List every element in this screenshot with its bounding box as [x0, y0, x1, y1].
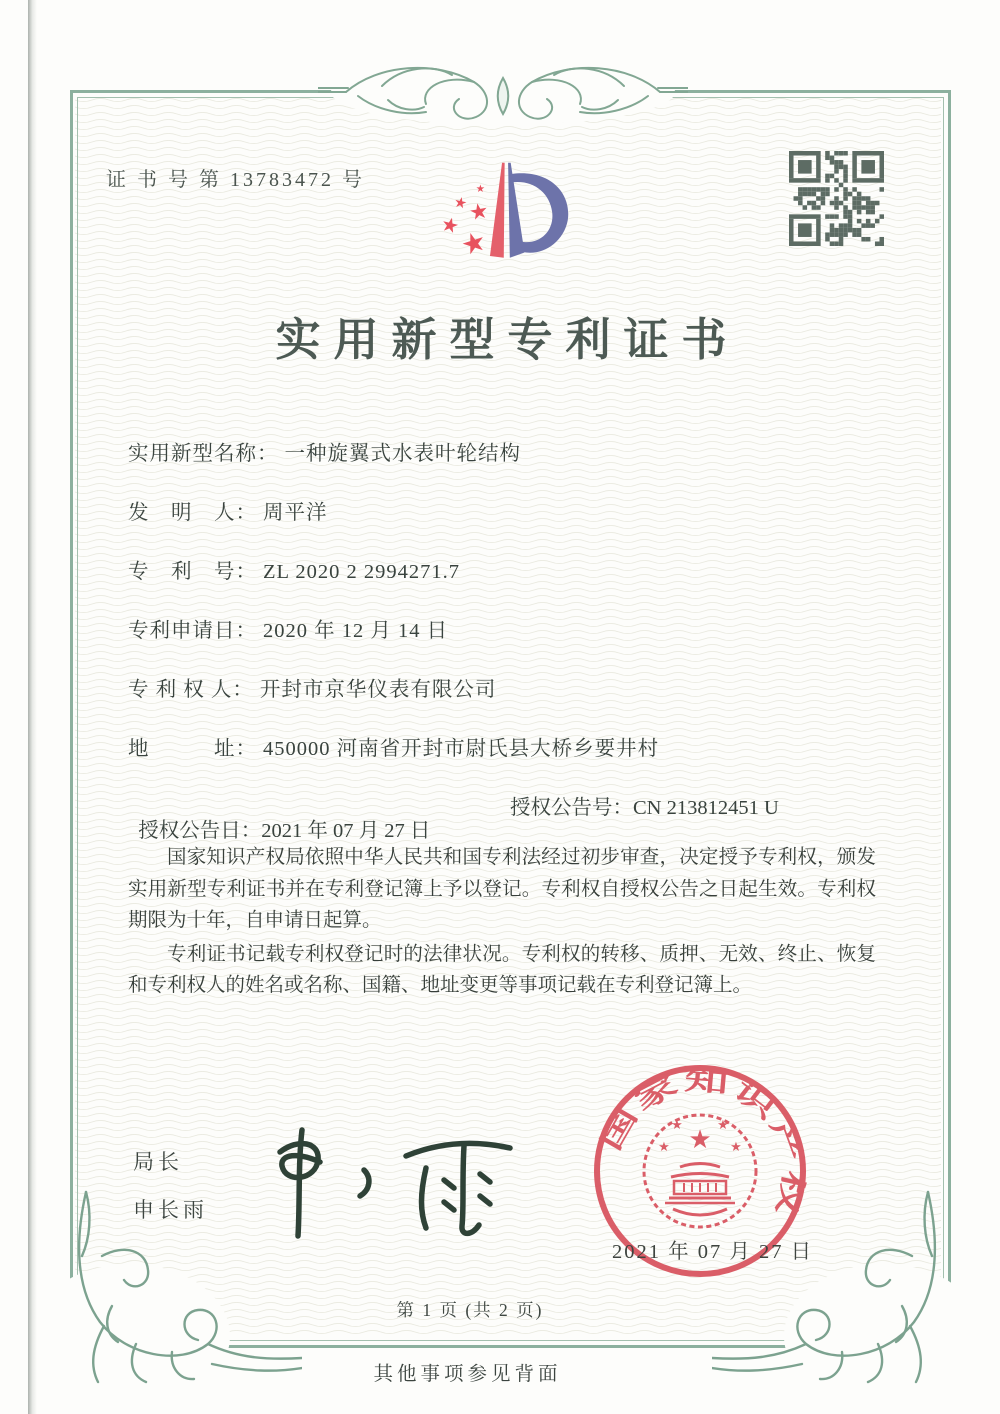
grant-date: 授权公告日：2021 年 07 月 27 日 [138, 820, 431, 842]
svg-text:★: ★ [730, 1140, 742, 1155]
grant-number: 授权公告号：CN 213812451 U [510, 797, 779, 819]
svg-text:★: ★ [456, 223, 491, 263]
svg-text:★: ★ [658, 1140, 670, 1155]
field-patent-number: 专 利 号： ZL 2020 2 2994271.7 [128, 561, 461, 583]
seal-arc-text: 国家知识产权局 [595, 1064, 810, 1203]
field-patentee: 专 利 权 人： 开封市京华仪表有限公司 [128, 679, 497, 701]
signer-name: 申长雨 [133, 1198, 208, 1222]
svg-text:★: ★ [475, 183, 486, 196]
field-filing-date: 专利申请日： 2020 年 12 月 14 日 [128, 620, 449, 642]
svg-text:★: ★ [452, 193, 469, 213]
svg-text:★: ★ [717, 1118, 729, 1133]
legal-text [128, 842, 876, 1004]
field-utility-model-name: 实用新型名称： 一种旋翼式水表叶轮结构 [128, 443, 521, 465]
certificate-title: 实用新型专利证书 [275, 315, 740, 365]
svg-text:★: ★ [671, 1118, 683, 1133]
legal-paragraph-2: 专利证书记载专利权登记时的法律状况。专利权的转移、质押、无效、终止、恢复和专利权人的姓名或名称、国籍、地址变更等事项记载在专利登记簿上。 [128, 943, 876, 996]
field-inventor: 发 明 人： 周平洋 [128, 502, 328, 524]
svg-text:★: ★ [438, 211, 462, 239]
scan-page-edge-shadow [28, 0, 37, 1414]
field-address: 地 址： 450000 河南省开封市尉氏县大桥乡要井村 [128, 738, 660, 760]
back-side-note: 其他事项参见背面 [373, 1364, 562, 1385]
certificate-number: 证 书 号 第 13783472 号 [106, 169, 365, 191]
qr-code [789, 151, 884, 246]
svg-text:★: ★ [467, 198, 491, 227]
cnipa-logo [420, 138, 610, 298]
svg-text:★: ★ [688, 1125, 712, 1155]
legal-paragraph-1: 国家知识产权局依照中华人民共和国专利法经过初步审查，决定授予专利权，颁发实用新型专利证书并在专利登记簿上予以登记。专利权自授权公告之日起生效。专利权期限为十年，自申请日起算。 [128, 847, 876, 931]
seal-date: 2021 年 07 月 27 日 [612, 1241, 814, 1263]
commissioner-signature [268, 1112, 538, 1244]
page-indicator: 第 1 页 (共 2 页) [396, 1300, 544, 1320]
signer-title: 局长 [133, 1150, 183, 1174]
